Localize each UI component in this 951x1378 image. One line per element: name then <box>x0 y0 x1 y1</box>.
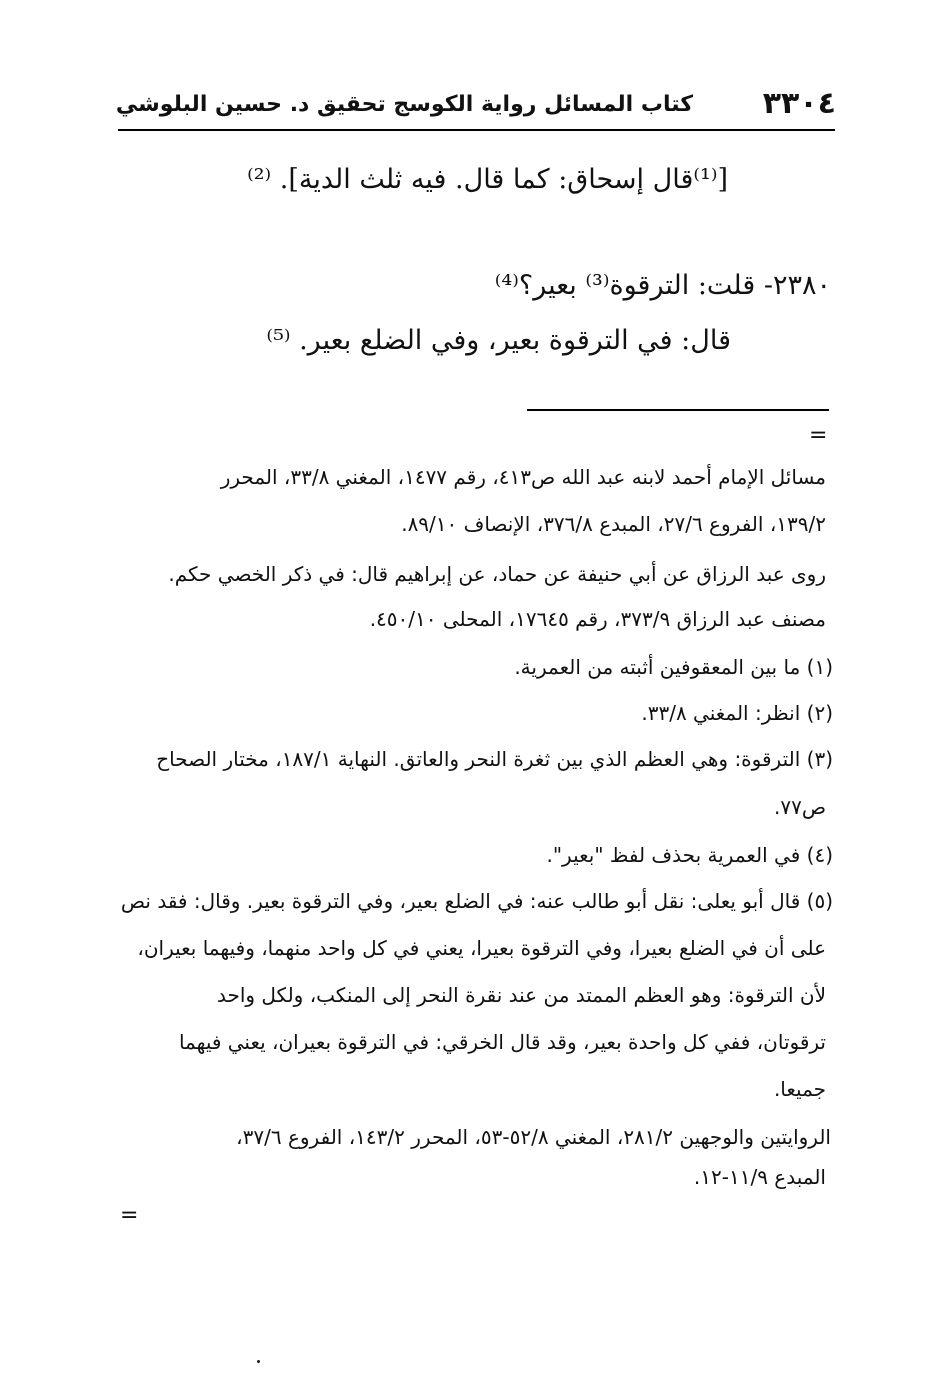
footnote-cont-line: مصنف عبد الرزاق ٣٧٣/٩، رقم ١٧٦٤٥، المحلى ٤٥٠/١٠. <box>369 607 826 631</box>
footnote-5-line: على أن في الضلع بعيرا، وفي الترقوة بعيرا، يعني في كل واحد منهما، وفيهما بعيران، <box>137 936 826 960</box>
footnote-1: (١) ما بين المعقوفين أثبته من العمرية. <box>514 655 833 679</box>
footnote-3-cont: ص٧٧. <box>773 795 826 819</box>
page-number: ٣٣٠٤ <box>762 86 836 121</box>
footnote-cont-line: ١٣٩/٢، الفروع ٢٧/٦، المبدع ٣٧٦/٨، الإنصاف ٨٩/١٠. <box>401 512 826 536</box>
main-line-1: [⁽¹⁾قال إسحاق: كما قال. فيه ثلث الدية]. ⁽²⁾ <box>247 164 728 195</box>
main-line-3: قال: في الترقوة بعير، وفي الضلع بعير. ⁽⁵⁾ <box>266 325 731 356</box>
footnote-3: (٣) الترقوة: وهي العظم الذي بين ثغرة النحر والعاتق. النهاية ١٨٧/١، مختار الصحاح <box>156 747 833 771</box>
footnote-5-line: جميعا. <box>773 1077 826 1101</box>
continuation-marker: = <box>809 423 828 448</box>
footnote-5-line: ترقوتان، ففي كل واحدة بعير، وقد قال الخرقي: في الترقوة بعيران، يعني فيهما <box>178 1030 826 1054</box>
main-line-2: ٢٣٨٠- قلت: الترقوة⁽³⁾ بعير؟⁽⁴⁾ <box>494 270 831 301</box>
footnote-5-line: لأن الترقوة: وهو العظم الممتد من عند نقرة النحر إلى المنكب، ولكل واحد <box>216 983 826 1007</box>
footnote-2: (٢) انظر: المغني ٣٣/٨. <box>641 701 833 725</box>
end-marker: = <box>120 1203 139 1228</box>
speck <box>257 1360 260 1363</box>
footnote-5-refs: الروايتين والوجهين ٢٨١/٢، المغني ٥٢/٨-٥٣، المحرر ١٤٣/٢، الفروع ٣٧/٦، <box>236 1125 831 1149</box>
footnote-cont-line: روى عبد الرزاق عن أبي حنيفة عن حماد، عن إبراهيم قال: في ذكر الخصي حكم. <box>168 562 826 586</box>
footnote-4: (٤) في العمرية بحذف لفظ "بعير". <box>546 843 833 867</box>
footnote-separator <box>527 409 829 411</box>
footnote-cont-line: مسائل الإمام أحمد لابنه عبد الله ص٤١٣، رقم ١٤٧٧، المغني ٣٣/٨، المحرر <box>220 465 826 489</box>
footnote-5-refs: المبدع ١١/٩-١٢. <box>693 1165 826 1189</box>
header-rule <box>118 129 835 131</box>
running-title: كتاب المسائل رواية الكوسج تحقيق د. حسين البلوشي <box>115 92 693 117</box>
footnote-5-line: (٥) قال أبو يعلى: نقل أبو طالب عنه: في الضلع بعير، وفي الترقوة بعير. وقال: فقد نص <box>120 889 833 913</box>
